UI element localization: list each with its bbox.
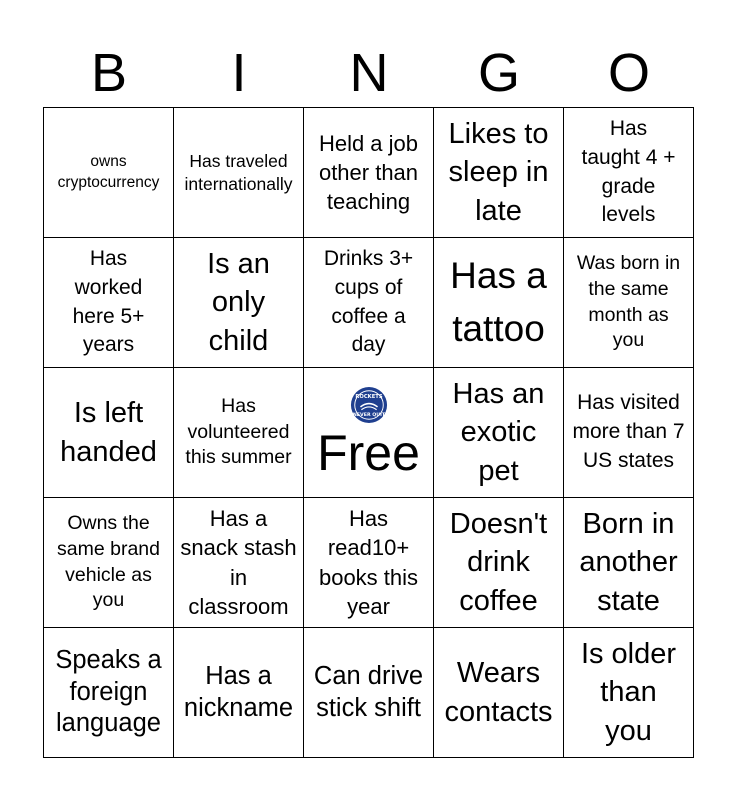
bingo-cell[interactable] <box>564 368 694 498</box>
bingo-cell[interactable] <box>434 498 564 628</box>
cell-text: Has a nickname <box>183 661 294 722</box>
bingo-cell[interactable] <box>434 238 564 368</box>
svg-text:ROCKETS: ROCKETS <box>354 393 383 400</box>
bingo-cell[interactable] <box>174 238 304 368</box>
cell-text: Doesn't drink coffee <box>449 507 548 617</box>
cell-text: Is an only child <box>207 247 270 357</box>
cell-text: Is older than you <box>580 637 677 747</box>
bingo-cell[interactable] <box>174 628 304 758</box>
cell-text: Speaks a foreign language <box>55 645 162 738</box>
cell-text: Has worked here 5+ years <box>72 246 145 357</box>
cell-text: Can drive stick shift <box>313 661 424 722</box>
bingo-cell[interactable] <box>174 368 304 498</box>
header-letter-o: O <box>607 43 650 103</box>
cell-text: Drinks 3+ cups of coffee a day <box>323 246 414 357</box>
bingo-cell[interactable] <box>44 108 174 238</box>
cell-text: Has visited more than 7 US states <box>572 391 685 472</box>
rockets-never-quit-logo-icon <box>350 386 388 424</box>
cell-text: Has traveled internationally <box>184 150 293 194</box>
header-letter-i: I <box>231 43 247 103</box>
bingo-cell[interactable] <box>434 108 564 238</box>
bingo-cell[interactable] <box>44 498 174 628</box>
cell-text: Held a job other than teaching <box>318 130 419 215</box>
cell-text: Has taught 4 + grade levels <box>581 116 676 227</box>
free-space-label: Free <box>317 425 420 481</box>
bingo-cell[interactable] <box>174 108 304 238</box>
bingo-cell[interactable] <box>564 108 694 238</box>
cell-text: Has a snack stash in classroom <box>180 506 297 619</box>
bingo-cell[interactable] <box>44 238 174 368</box>
bingo-cell[interactable] <box>174 498 304 628</box>
header-letter-g: G <box>477 43 520 103</box>
bingo-cell[interactable] <box>564 628 694 758</box>
bingo-header <box>44 40 694 106</box>
bingo-cell[interactable] <box>564 498 694 628</box>
bingo-board <box>43 107 694 758</box>
bingo-cell[interactable] <box>304 498 434 628</box>
bingo-cell[interactable] <box>304 238 434 368</box>
cell-text: Was born in the same month as you <box>576 252 681 352</box>
bingo-cell[interactable] <box>44 368 174 498</box>
cell-text: Has a tattoo <box>450 254 547 349</box>
cell-text: owns cryptocurrency <box>57 153 160 191</box>
cell-text: Wears contacts <box>444 656 553 728</box>
cell-text: Born in another state <box>579 507 678 617</box>
cell-text: Is left handed <box>60 396 157 468</box>
header-letter-b: B <box>90 43 128 103</box>
bingo-cell[interactable] <box>304 108 434 238</box>
cell-text: Has read10+ books this year <box>318 506 419 619</box>
bingo-cell[interactable] <box>434 628 564 758</box>
cell-text: Has volunteered this summer <box>185 394 292 469</box>
bingo-cell[interactable] <box>564 238 694 368</box>
free-space[interactable] <box>304 368 434 498</box>
header-letter-n: N <box>349 43 389 103</box>
cell-text: Has an exotic pet <box>452 377 545 487</box>
svg-text:NEVER QUIT: NEVER QUIT <box>352 412 385 418</box>
bingo-cell[interactable] <box>434 368 564 498</box>
cell-text: Owns the same brand vehicle as you <box>57 512 160 612</box>
cell-text: Likes to sleep in late <box>448 117 549 227</box>
bingo-cell[interactable] <box>304 628 434 758</box>
bingo-cell[interactable] <box>44 628 174 758</box>
